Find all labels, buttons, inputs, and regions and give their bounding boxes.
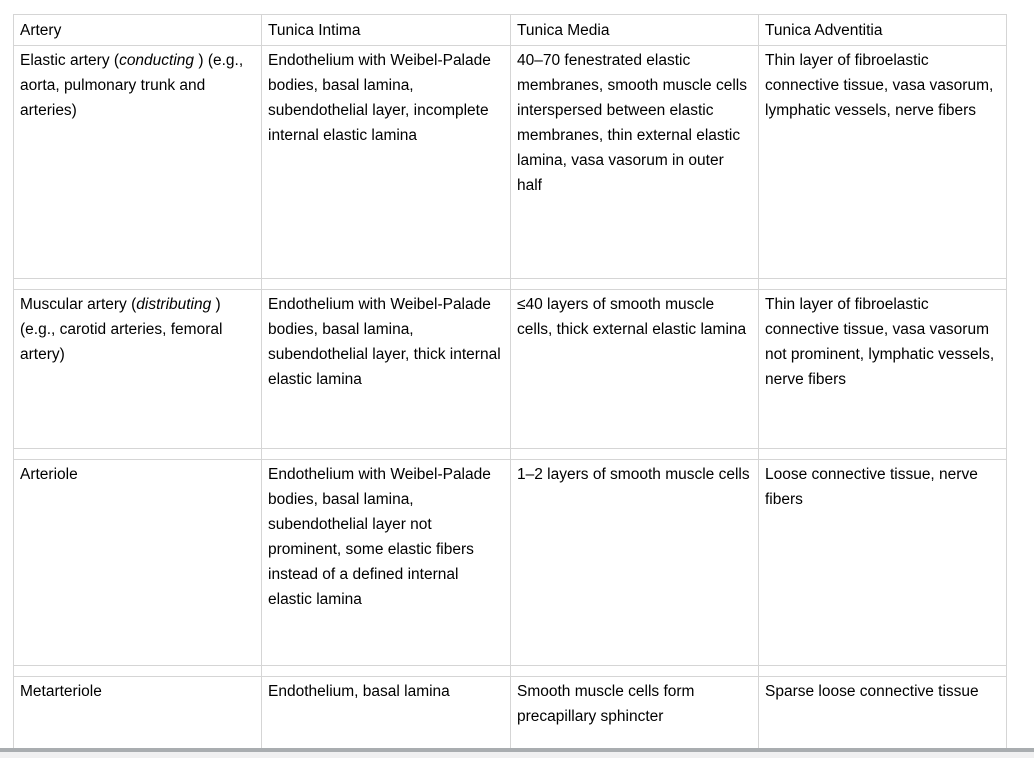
tunica-adventitia-cell: Loose connective tissue, nerve fibers bbox=[759, 460, 1007, 666]
artery-name-italic: conducting bbox=[119, 52, 195, 69]
tunica-media-cell: 40–70 fenestrated elastic membranes, smooth muscle cells interspersed between elastic membranes, thin external elastic lamina, vasa vasorum in outer half bbox=[511, 46, 759, 279]
tunica-intima-cell: Endothelium, basal lamina bbox=[262, 677, 511, 758]
column-header-artery: Artery bbox=[14, 15, 262, 46]
spacer-row bbox=[14, 449, 1007, 460]
column-header-tunica-adventitia: Tunica Adventitia bbox=[759, 15, 1007, 46]
table-row-muscular-artery bbox=[14, 290, 1007, 449]
artery-name: Arteriole bbox=[20, 466, 78, 483]
artery-name-rest: ) (e.g., carotid arteries, femoral artery) bbox=[20, 296, 223, 363]
artery-cell bbox=[14, 677, 262, 758]
artery-cell bbox=[14, 46, 262, 279]
artery-cell bbox=[14, 290, 262, 449]
table-row-arteriole bbox=[14, 460, 1007, 666]
artery-name-italic: distributing bbox=[136, 296, 212, 313]
tunica-adventitia-cell: Thin layer of fibroelastic connective tissue, vasa vasorum, lymphatic vessels, nerve fibers bbox=[759, 46, 1007, 279]
column-header-tunica-media: Tunica Media bbox=[511, 15, 759, 46]
header-row bbox=[14, 15, 1007, 46]
spacer-row bbox=[14, 666, 1007, 677]
column-header-tunica-intima: Tunica Intima bbox=[262, 15, 511, 46]
artery-layers-table bbox=[13, 14, 1007, 758]
tunica-media-cell: ≤40 layers of smooth muscle cells, thick external elastic lamina bbox=[511, 290, 759, 449]
artery-name: Muscular artery ( bbox=[20, 296, 137, 313]
table-row-metarteriole bbox=[14, 677, 1007, 758]
artery-name-rest: ) (e.g., aorta, pulmonary trunk and arteries) bbox=[20, 52, 244, 119]
window-bottom-edge bbox=[0, 748, 1034, 758]
artery-name: Elastic artery ( bbox=[20, 52, 120, 69]
spacer-row bbox=[14, 279, 1007, 290]
tunica-media-cell: Smooth muscle cells form precapillary sphincter bbox=[511, 677, 759, 758]
table-row-elastic-artery bbox=[14, 46, 1007, 279]
tunica-adventitia-cell: Thin layer of fibroelastic connective tissue, vasa vasorum not prominent, lymphatic vessels, nerve fibers bbox=[759, 290, 1007, 449]
artery-cell bbox=[14, 460, 262, 666]
tunica-adventitia-cell: Sparse loose connective tissue bbox=[759, 677, 1007, 758]
tunica-intima-cell: Endothelium with Weibel-Palade bodies, basal lamina, subendothelial layer, incomplete internal elastic lamina bbox=[262, 46, 511, 279]
tunica-intima-cell: Endothelium with Weibel-Palade bodies, basal lamina, subendothelial layer, thick internal elastic lamina bbox=[262, 290, 511, 449]
artery-name: Metarteriole bbox=[20, 683, 102, 700]
tunica-media-cell: 1–2 layers of smooth muscle cells bbox=[511, 460, 759, 666]
window-edge-fill bbox=[0, 752, 1034, 758]
tunica-intima-cell: Endothelium with Weibel-Palade bodies, basal lamina, subendothelial layer not prominent, some elastic fibers instead of a defined internal elastic lamina bbox=[262, 460, 511, 666]
